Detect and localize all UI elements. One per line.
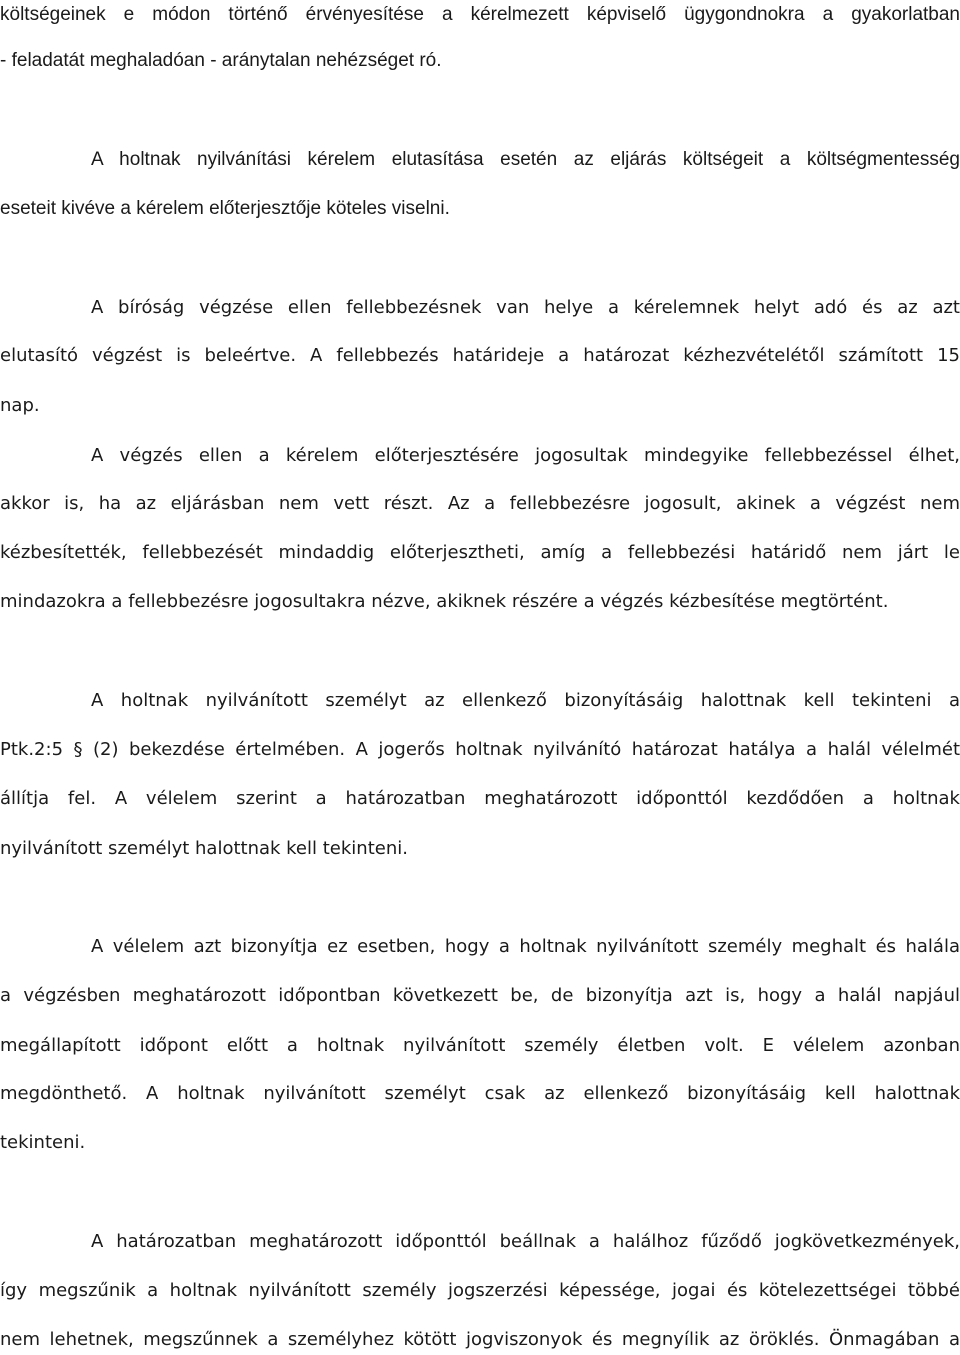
text-line: A holtnak nyilvánított személyt az ellenkező bizonyításáig halottnak kell tekinteni a [91,690,960,711]
text-line: állítja fel. A vélelem szerint a határozatban meghatározott időponttól kezdődően a holtnak [0,788,960,809]
text-line: megdönthető. A holtnak nyilvánított személyt csak az ellenkező bizonyításáig kell halottnak [0,1083,960,1104]
text-line: - feladatát meghaladóan - aránytalan nehézséget ró. [0,50,442,71]
text-line: a végzésben meghatározott időpontban következett be, de bizonyítja azt is, hogy a halál napjául [0,985,960,1006]
text-line: megállapított időpont előtt a holtnak nyilvánított személy életben volt. E vélelem azonban [0,1035,960,1056]
text-line: A végzés ellen a kérelem előterjesztésére jogosultak mindegyike fellebbezéssel élhet, [91,445,960,466]
text-line: nem lehetnek, megszűnnek a személyhez kötött jogviszonyok és megnyílik az öröklés. Önmagában a [0,1329,960,1350]
text-line: mindazokra a fellebbezésre jogosultakra nézve, akiknek részére a végzés kézbesítése megtörtént. [0,591,889,612]
text-line: nap. [0,395,40,416]
text-line: A vélelem azt bizonyítja ez esetben, hogy a holtnak nyilvánított személy meghalt és halála [91,936,960,957]
text-line: A határozatban meghatározott időponttól beállnak a halálhoz fűződő jogkövetkezmények, [91,1231,960,1252]
text-line: így megszűnik a holtnak nyilvánított személy jogszerzési képessége, jogai és kötelezettségei többé [0,1280,960,1301]
text-line: elutasító végzést is beleértve. A fellebbezés határideje a határozat kézhezvételétől számított 15 [0,345,960,366]
text-line: nyilvánított személyt halottnak kell tekinteni. [0,838,408,859]
text-line: Ptk.2:5 § (2) bekezdése értelmében. A jogerős holtnak nyilvánító határozat hatálya a halál vélelmét [0,739,960,760]
text-line: akkor is, ha az eljárásban nem vett részt. Az a fellebbezésre jogosult, akinek a végzést nem [0,493,960,514]
text-line: eseteit kivéve a kérelem előterjesztője köteles viselni. [0,198,450,219]
text-line: A holtnak nyilvánítási kérelem elutasítása esetén az eljárás költségeit a költségmentesség [91,149,960,170]
text-line: kézbesítették, fellebbezését mindaddig előterjesztheti, amíg a fellebbezési határidő nem járt le [0,542,960,563]
text-line: tekinteni. [0,1132,86,1153]
text-line: A bíróság végzése ellen fellebbezésnek van helye a kérelemnek helyt adó és az azt [91,297,960,318]
text-line: költségeinek e módon történő érvényesítése a kérelmezett képviselő ügygondnokra a gyakorlatban [0,4,960,25]
